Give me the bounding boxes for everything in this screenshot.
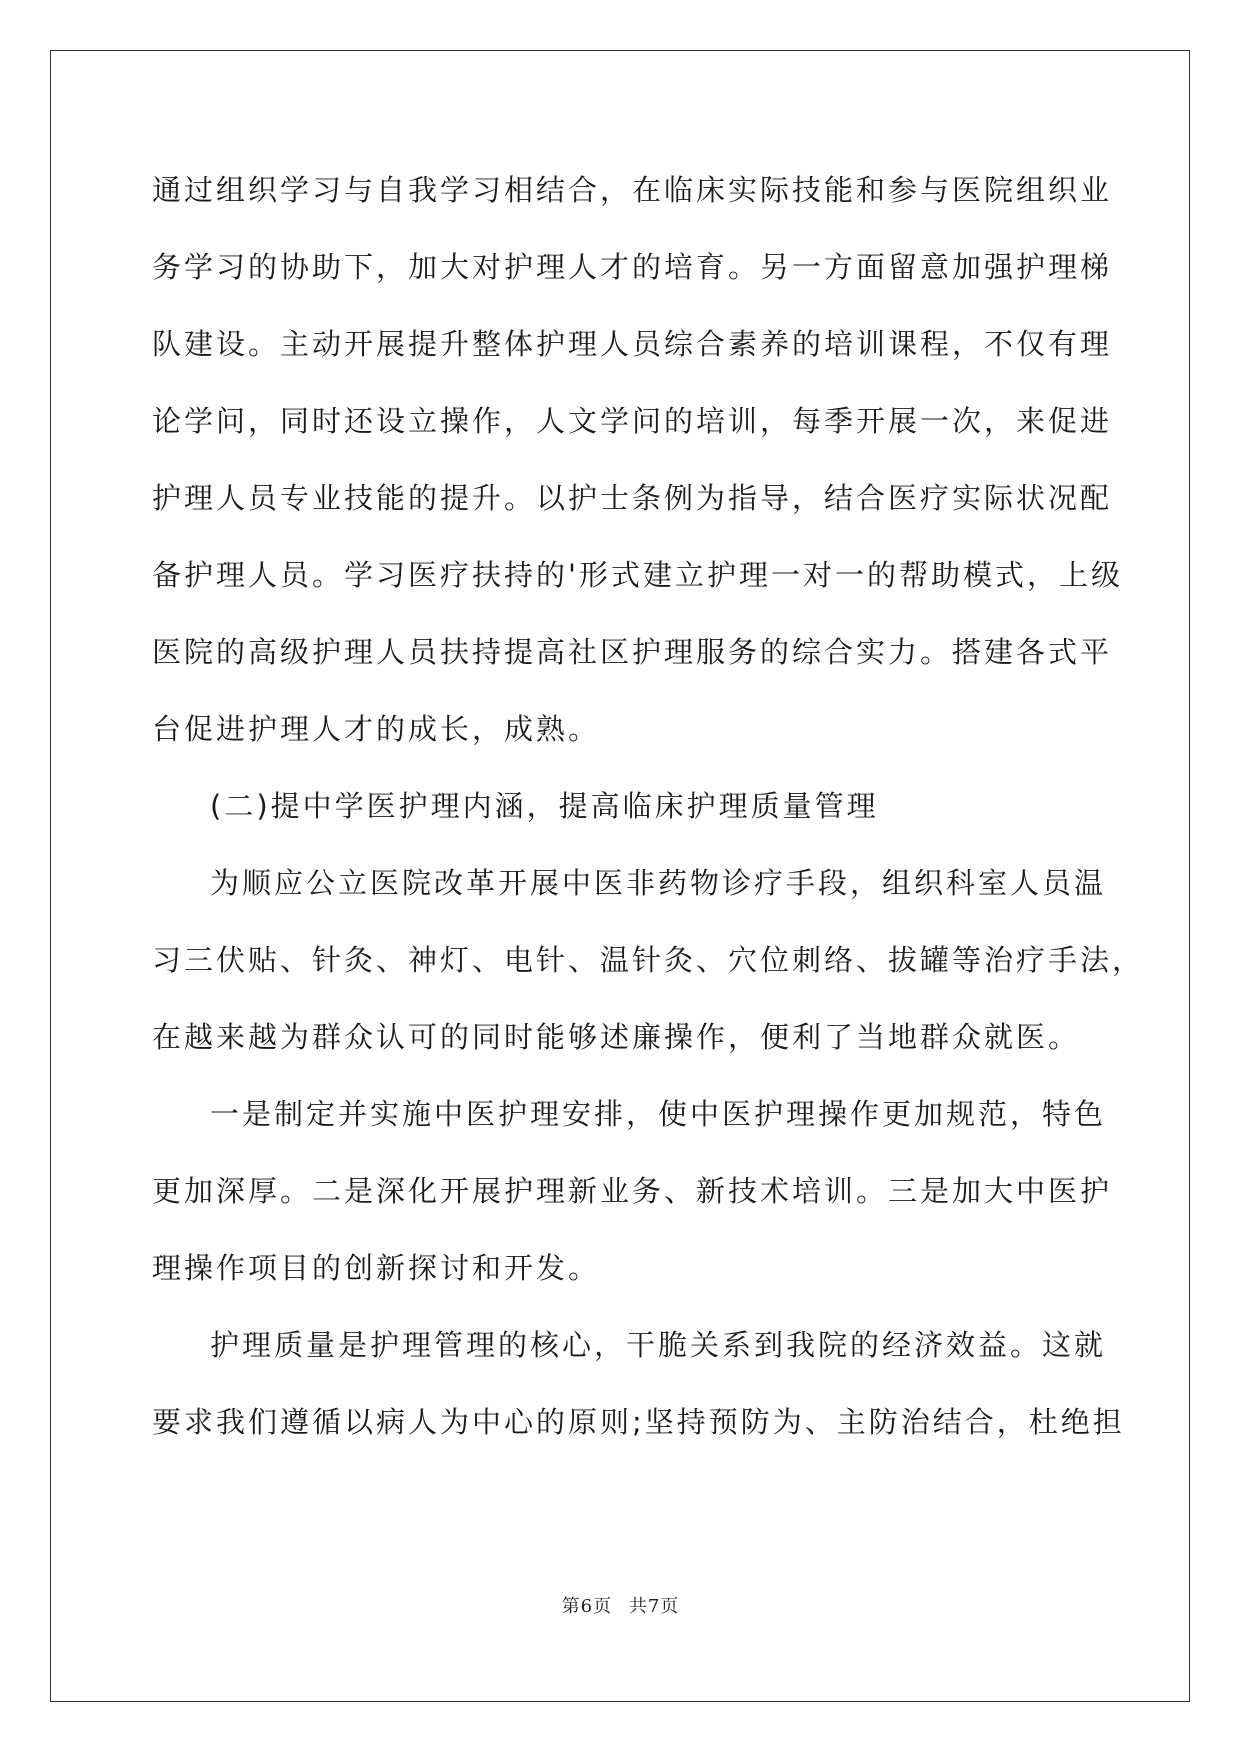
section-heading: (二)提中学医护理内涵，提高临床护理质量管理: [210, 789, 879, 823]
text-line: 要求我们遵循以病人为中心的原则;坚持预防为、主防治结合，杜绝担: [152, 1405, 1125, 1439]
text-line: 备护理人员。学习医疗扶持的'形式建立护理一对一的帮助模式，上级: [152, 558, 1123, 592]
text-line: 护理质量是护理管理的核心，干脆关系到我院的经济效益。这就: [210, 1328, 1107, 1362]
text-line: 理操作项目的创新探讨和开发。: [152, 1251, 601, 1285]
text-line: 通过组织学习与自我学习相结合，在临床实际技能和参与医院组织业: [152, 173, 1113, 207]
text-line: 务学习的协助下，加大对护理人才的培育。另一方面留意加强护理梯: [152, 250, 1113, 284]
text-line: 习三伏贴、针灸、神灯、电针、温针灸、穴位刺络、拔罐等治疗手法，: [152, 943, 1145, 977]
page-number: 第6页: [561, 1596, 613, 1617]
text-line: 更加深厚。二是深化开展护理新业务、新技术培训。三是加大中医护: [152, 1174, 1113, 1208]
page-footer: [0, 1592, 1241, 1618]
text-line: 医院的高级护理人员扶持提高社区护理服务的综合实力。搭建各式平: [152, 635, 1113, 669]
text-line: 队建设。主动开展提升整体护理人员综合素养的培训课程，不仅有理: [152, 327, 1113, 361]
text-line: 护理人员专业技能的提升。以护士条例为指导，结合医疗实际状况配: [152, 481, 1113, 515]
text-line: 为顺应公立医院改革开展中医非药物诊疗手段，组织科室人员温: [210, 866, 1107, 900]
text-line: 论学问，同时还设立操作，人文学问的培训，每季开展一次，来促进: [152, 404, 1113, 438]
text-line: 一是制定并实施中医护理安排，使中医护理操作更加规范，特色: [210, 1097, 1107, 1131]
text-line: 在越来越为群众认可的同时能够述廉操作，便利了当地群众就医。: [152, 1020, 1081, 1054]
page-total: 共7页: [628, 1596, 680, 1617]
text-line: 台促进护理人才的成长，成熟。: [152, 712, 601, 746]
